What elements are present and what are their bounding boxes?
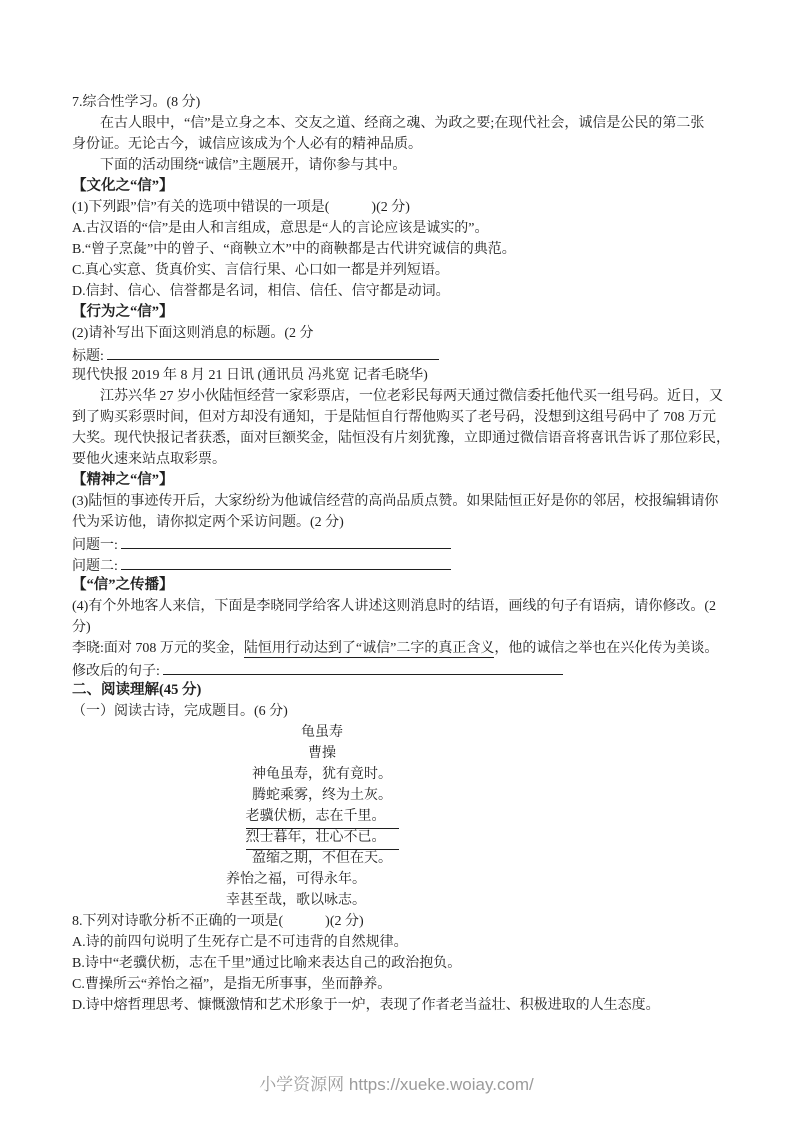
q7-intro-line-1: 在古人眼中，“信”是立身之本、交友之道、经商之魂、为政之要;在现代社会，诚信是公民的第二张 (100, 116, 705, 131)
poem-line-underlined: 老骥伏枥，志在千里。 (72, 806, 572, 827)
poem-block (72, 722, 572, 911)
q8-option-a: A.诗的前四句说明了生死存亡是不可违背的自然规律。 (72, 935, 408, 950)
q7-4-question-line-1: (4)有个外地客人来信，下面是李晓同学给客人讲述这则消息时的结语，画线的句子有语病，请你修改。(2 (72, 599, 716, 614)
q7-3-question-line-1: (3)陆恒的事迹传开后，大家纷纷为他诚信经营的高尚品质点赞。如果陆恒正好是你的邻居，校报编辑请你 (72, 494, 719, 509)
part2-intro: （一）阅读古诗，完成题目。(6 分) (72, 704, 288, 719)
q7-intro-line-3: 下面的活动围绕“诚信”主题展开，请你参与其中。 (100, 158, 407, 173)
q7-1-option-c: C.真心实意、货真价实、言信行果、心口如一都是并列短语。 (72, 263, 449, 278)
q8-option-d: D.诗中熔哲理思考、慷慨激情和艺术形象于一炉，表现了作者老当益壮、积极进取的人生态度。 (72, 998, 660, 1013)
statement-suffix: ，他的诚信之举也在兴化传为美谈。 (494, 641, 719, 656)
q7-4-question-line-2: 分) (72, 620, 91, 635)
question1-blank-label: 问题一: (72, 538, 118, 553)
site-watermark: 小学资源网 https://xueke.woiay.com/ (259, 1075, 534, 1094)
part2-header: 二、阅读理解(45 分) (72, 682, 202, 698)
answer-blank-question1 (121, 533, 451, 549)
news-line-1: 江苏兴华 27 岁小伙陆恒经营一家彩票店，一位老彩民每两天通过微信委托他代买一组号码。近日，又 (100, 389, 723, 404)
q7-1-option-a: A.古汉语的“信”是由人和言组成，意思是“人的言论应该是诚实的”。 (72, 221, 489, 236)
section-header-spirit: 【精神之“信”】 (72, 472, 174, 488)
q8-option-b: B.诗中“老骥伏枥，志在千里”通过比喻来表达自己的政治抱负。 (72, 956, 462, 971)
poem-line: 盈缩之期，不但在天。 (252, 851, 392, 866)
poem-line-underlined: 烈士暮年，壮心不已。 (72, 827, 572, 848)
title-blank-label: 标题: (72, 349, 104, 364)
poem-line: 养怡之福，可得永年。 (226, 872, 366, 887)
q7-intro-line-2: 身份证。无论古今，诚信应该成为个人必有的精神品质。 (72, 137, 422, 152)
section-header-spread: 【“信”之传播】 (72, 577, 174, 593)
poem-author: 曹操 (308, 746, 336, 761)
revise-blank-label: 修改后的句子: (72, 664, 160, 679)
poem-line: 幸甚至哉，歌以咏志。 (226, 893, 366, 908)
answer-blank-question2 (121, 554, 451, 570)
q8-option-c: C.曹操所云“养怡之福”，是指无所事事，坐而静养。 (72, 977, 392, 992)
q7-4-statement-line (72, 638, 737, 659)
q7-1-question: (1)下列跟”信”有关的选项中错误的一项是( )(2 分) (72, 200, 410, 215)
poem-title: 龟虽寿 (301, 725, 343, 740)
poem-line: 腾蛇乘雾，终为土灰。 (252, 788, 392, 803)
q7-2-question: (2)请补写出下面这则消息的标题。(2 分 (72, 326, 314, 341)
section-header-behavior: 【行为之“信”】 (72, 304, 174, 320)
q7-1-option-b: B.“曾子烹彘”中的曾子、“商鞅立木”中的商鞅都是古代讲究诚信的典范。 (72, 242, 516, 257)
section-header-culture: 【文化之“信”】 (72, 178, 174, 194)
q7-2-title-blank-line (72, 344, 737, 365)
q7-1-option-d: D.信封、信心、信誉都是名词，相信、信任、信守都是动词。 (72, 284, 450, 299)
q8-question: 8.下列对诗歌分析不正确的一项是( )(2 分) (72, 914, 364, 929)
question2-blank-label: 问题二: (72, 559, 118, 574)
news-line-2: 到了购买彩票时间，但对方却没有通知，于是陆恒自行帮他购买了老号码，没想到这组号码中了 708 万元 (72, 410, 716, 425)
news-dateline: 现代快报 2019 年 8 月 21 日讯 (通讯员 冯兆宽 记者毛晓华) (72, 368, 428, 383)
answer-blank-revise (163, 659, 563, 675)
q7-3-question-line-2: 代为采访他，请你拟定两个采访问题。(2 分) (72, 515, 344, 530)
poem-line: 神龟虽寿，犹有竟时。 (252, 767, 392, 782)
statement-underlined-clause: 陆恒用行动达到了“诚信”二字的真正含义 (243, 641, 495, 656)
q7-heading: 7.综合性学习。(8 分) (72, 95, 201, 110)
q7-3-blank1-line (72, 533, 737, 554)
news-line-4: 要他火速来站点取彩票。 (72, 452, 226, 467)
q7-3-blank2-line (72, 554, 737, 575)
news-line-3: 大奖。现代快报记者获悉，面对巨额奖金，陆恒没有片刻犹豫，立即通过微信语音将喜讯告诉了那位彩民， (72, 431, 730, 446)
answer-blank-title (107, 344, 439, 360)
statement-prefix: 李晓:面对 708 万元的奖金， (72, 641, 244, 656)
q7-4-revise-line (72, 659, 737, 680)
